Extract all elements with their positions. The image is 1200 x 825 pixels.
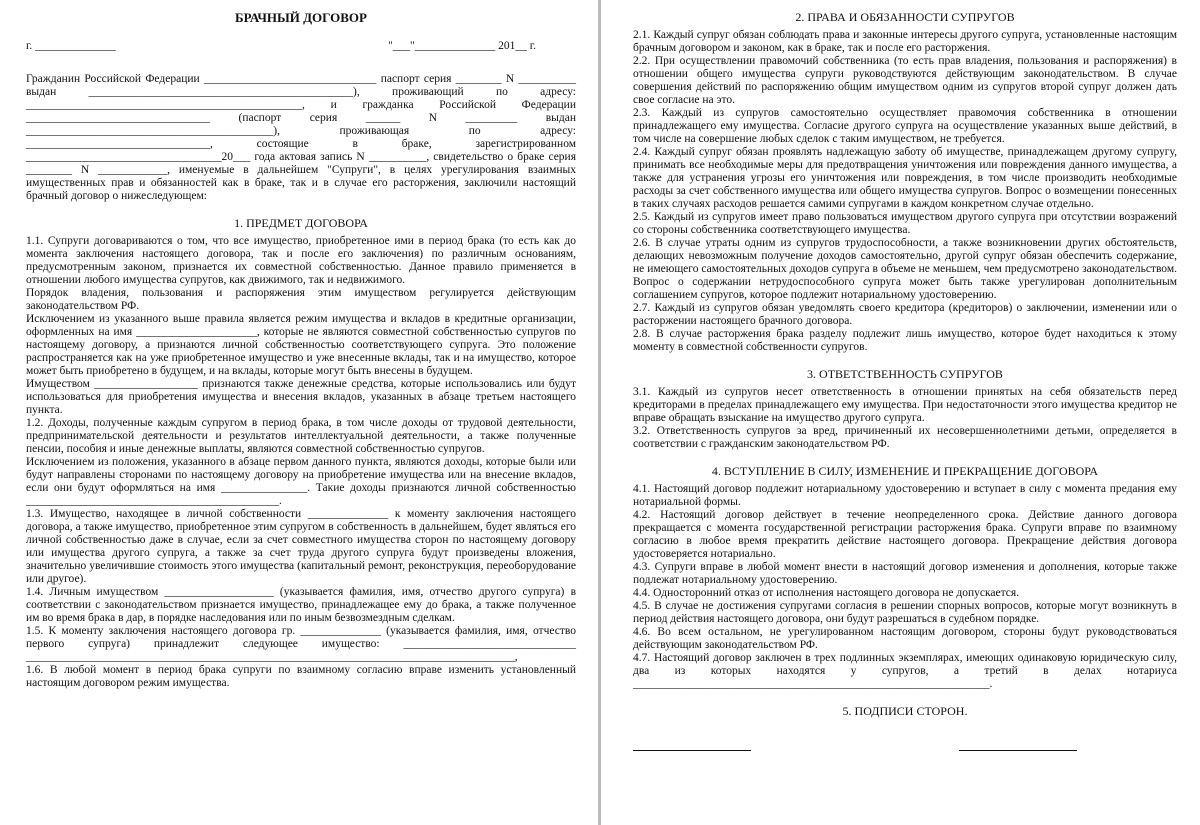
- paragraph-exception: Исключением из указанного выше правила является режим имущества и вкладов в кредитные организации, оформленных на имя _____________________, которые не являются совместной собственностью супругов по настоящему договору, а признаются личной собственностью соответствующего супруга. Это положение распространяется как на уже приобретенное имущество и уже внесенные вклады, так и на имущество, которое может быть приобретено в будущем, и на вклады, которые могут быть внесены в будущем.: [26, 313, 576, 377]
- preamble: Гражданин Российской Федерации ______________________________ паспорт серия ________ N __________ выдан ______________________________________________), проживающий по адресу: ________________________________________________, и гражданка Российской Федерации ________________________________ (паспорт серия ______ N _________ выдан ___________________________________________), проживающая по адресу: ________________________________, состоящие в браке, зарегистрированном __________________________________20___ года актовая запись N __________, свидетельство о браке серия ________ N ____________, именуемые в дальнейшем "Супруги", в целях урегулирования взаимных имущественных прав и обязанностей как в браке, так и в случае его расторжения, заключили настоящий брачный договор о нижеследующем:: [26, 73, 576, 202]
- paragraph-1-4: 1.4. Личным имуществом ___________________ (указывается фамилия, имя, отчество другого супруга) в соответствии с законодательством признается имущество, принадлежащее ему до брака, а также полученное им во время брака в дар, в порядке наследования или по иным безвозмездным сделкам.: [26, 586, 576, 624]
- paragraph-4-3: 4.3. Супруги вправе в любой момент внести в настоящий договор изменения и дополнения, которые также подлежат нотариальному удостоверению.: [633, 561, 1177, 586]
- place-field: г. ______________: [26, 40, 116, 52]
- paragraph-1-1: 1.1. Супруги договариваются о том, что все имущество, приобретенное ими в период брака (то есть как до момента заключения настоящего договора, так и после его заключения) по различным основаниям, предусмотренным законом, признается их совместной собственностью. Данное правило применяется в отношении любого имущества супругов, как движимого, так и недвижимого.: [26, 235, 576, 286]
- paragraph-1-2: 1.2. Доходы, полученные каждым супругом в период брака, в том числе доходы от трудовой деятельности, предпринимательской деятельности и результатов интеллектуальной деятельности, а также полученные пенсии, пособия и иные денежные выплаты, являются совместной собственностью супругов.: [26, 417, 576, 455]
- section-title-4: 4. ВСТУПЛЕНИЕ В СИЛУ, ИЗМЕНЕНИЕ И ПРЕКРАЩЕНИЕ ДОГОВОРА: [711, 464, 1099, 478]
- paragraph-2-4: 2.4. Каждый супруг обязан проявлять надлежащую заботу об имуществе, принадлежащем другому супругу, принимать все необходимые меры для предотвращения уничтожения или повреждения данного имущества, а также для устранения угрозы его уничтожения или повреждения, в том числе производить необходимые расходы за счет собственного имущества или общего имущества супругов. Вопрос о возмещении понесенных в таких случаях расходов решается самими супругами в каждом конкретном случае отдельно.: [633, 146, 1177, 210]
- paragraph-2-6: 2.6. В случае утраты одним из супругов трудоспособности, а также возникновении других обстоятельств, делающих невозможным получение доходов самостоятельно, другой супруг обязан обеспечить содержание, не имеющего самостоятельных доходов супруга в объеме не меньшем, чем предусмотрено законодательством. Вопрос о содержании нетрудоспособного супруга может быть также урегулирован дополнительным соглашением супругов, которое подлежит нотариальному удостоверению.: [633, 237, 1177, 301]
- section-title-1: 1. ПРЕДМЕТ ДОГОВОРА: [234, 216, 368, 230]
- paragraph-3-1: 3.1. Каждый из супругов несет ответственность в отношении принятых на себя обязательств перед кредиторами в пределах принадлежащего ему имущества. При недостаточности этого имущества кредитор не вправе обращать взыскание на имущество другого супруга.: [633, 386, 1177, 424]
- paragraph-order: Порядок владения, пользования и распоряжения этим имуществом регулируется действующим законодательством РФ.: [26, 287, 576, 312]
- section-title-3: 3. ОТВЕТСТВЕННОСТЬ СУПРУГОВ: [807, 367, 1003, 381]
- paragraph-1-5: 1.5. К моменту заключения настоящего договора гр. ______________ (указывается фамилия, имя, отчество первого супруга) принадлежит следующее имущество: ______________________________ _____________________________________________________________________________________,: [26, 625, 576, 663]
- paragraph-property: Имуществом __________________ признаются также денежные средства, которые использовались или будут использоваться для приобретения имущества и внесения вкладов, указанных в абзаце третьем настоящего пункта.: [26, 378, 576, 416]
- paragraph-4-6: 4.6. Во всем остальном, не урегулированном настоящим договором, стороны будут руководствоваться действующим законодательством РФ.: [633, 626, 1177, 651]
- document-page-left: [0, 0, 599, 825]
- paragraph-4-1: 4.1. Настоящий договор подлежит нотариальному удостоверению и вступает в силу с момента предания ему нотариальной формы.: [633, 483, 1177, 508]
- signature-line-spouse-2: [959, 740, 1077, 751]
- date-field: "___"______________ 201__ г.: [388, 40, 536, 52]
- section-title-2: 2. ПРАВА И ОБЯЗАННОСТИ СУПРУГОВ: [795, 10, 1015, 24]
- paragraph-2-3: 2.3. Каждый из супругов самостоятельно осуществляет правомочия собственника в отношении принадлежащего ему имущества. Согласие другого супруга на осуществление указанных выше действий, в том числе на совершение любых сделок с таким имуществом, не требуется.: [633, 107, 1177, 145]
- paragraph-4-5: 4.5. В случае не достижения супругами согласия в решении спорных вопросов, которые могут возникнуть в период действия настоящего договора, они будут разрешаться в судебном порядке.: [633, 600, 1177, 625]
- paragraph-4-4: 4.4. Односторонний отказ от исполнения настоящего договора не допускается.: [633, 587, 1020, 599]
- paragraph-2-5: 2.5. Каждый из супругов имеет право пользоваться имуществом другого супруга при отсутствии возражений со стороны собственника соответствующего имущества.: [633, 211, 1177, 236]
- paragraph-1-6: 1.6. В любой момент в период брака супруги по взаимному согласию вправе изменить установленный настоящим договором режим имущества.: [26, 664, 576, 689]
- document-title: БРАЧНЫЙ ДОГОВОР: [235, 10, 367, 25]
- signature-row: [633, 740, 1177, 751]
- paragraph-2-7: 2.7. Каждый из супругов обязан уведомлять своего кредитора (кредиторов) о заключении, изменении или о расторжении настоящего брачного договора.: [633, 302, 1177, 327]
- paragraph-4-7: 4.7. Настоящий договор заключен в трех подлинных экземплярах, имеющих одинаковую юридическую силу, два из которых находятся у супругов, а третий в делах нотариуса ______________________________________________________________.: [633, 652, 1177, 690]
- paragraph-3-2: 3.2. Ответственность супругов за вред, причиненный их несовершеннолетними детьми, определяется в соответствии с гражданским законодательством РФ.: [633, 425, 1177, 450]
- left-column: [26, 10, 576, 690]
- place-date-line: [26, 40, 576, 53]
- section-title-5: 5. ПОДПИСИ СТОРОН.: [842, 704, 968, 718]
- paragraph-2-8: 2.8. В случае расторжения брака разделу подлежит лишь имущество, которое будет находиться к этому моменту в совместной собственности супругов.: [633, 328, 1177, 353]
- paragraph-4-2: 4.2. Настоящий договор действует в течение неопределенного срока. Действие данного договора прекращается с момента государственной регистрации расторжения брака. Супруги вправе по взаимному согласию в любое время прекратить действие настоящего договора. Прекращение действия договора удостоверяется нотариально.: [633, 509, 1177, 560]
- paragraph-2-1: 2.1. Каждый супруг обязан соблюдать права и законные интересы другого супруга, установленные настоящим брачным договором и законом, как в браке, так и после его расторжения.: [633, 29, 1177, 54]
- paragraph-income-exception: Исключением из положения, указанного в абзаце первом данного пункта, являются доходы, которые были или будут направлены сторонами по настоящему договору на приобретение имущества или на внесение вкладов, если они будут оформляться на имя _______________. Такие доходы признаются личной собственностью ____________________________________________.: [26, 456, 576, 507]
- document-page-right: [601, 0, 1200, 825]
- paragraph-2-2: 2.2. При осуществлении правомочий собственника (то есть прав владения, пользования и распоряжения) в отношении общего имущества супруги руководствуются действующим законодательством. В случае совершения действий по распоряжению общим имуществом одним из супругов второй супруг должен дать свое согласие на это.: [633, 55, 1177, 106]
- right-column: [633, 10, 1177, 751]
- signature-line-spouse-1: [633, 740, 751, 751]
- paragraph-1-3: 1.3. Имущество, находящее в личной собственности ______________ к моменту заключения настоящего договора, а также имущество, приобретенное этим супругом в собственность в дальнейшем, будет являться его личной собственностью даже в случае, если за счет совместного имущества сторон по настоящему договору или имущества другого супруга, а также за счет труда другого супруга будут произведены вложения, значительно увеличившие стоимость этого имущества (капитальный ремонт, реконструкция, переоборудование или другое).: [26, 508, 576, 585]
